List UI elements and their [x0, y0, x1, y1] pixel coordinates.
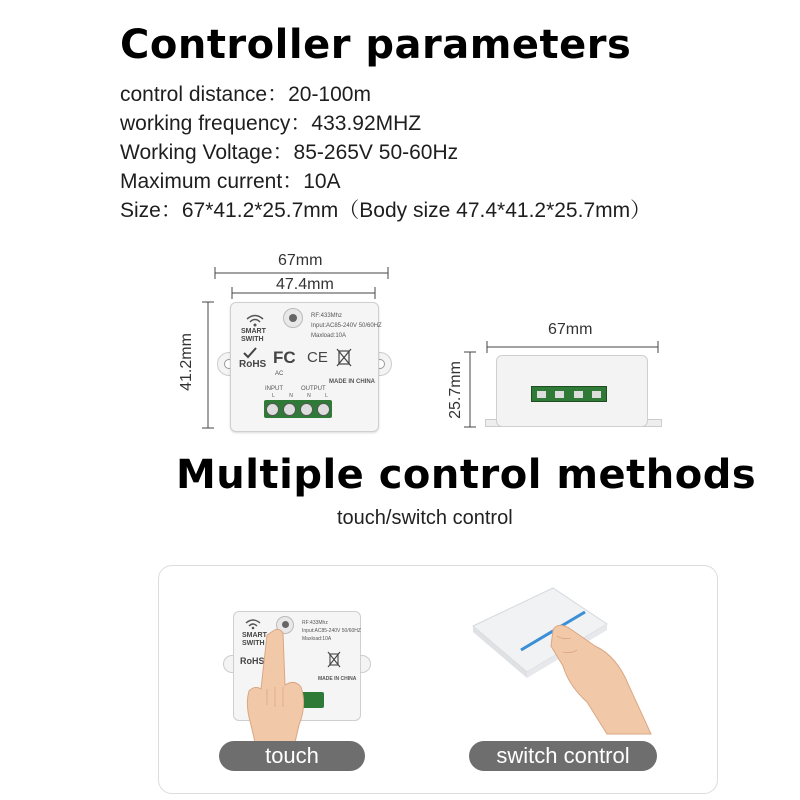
switch-illustration [467, 586, 657, 736]
front-view-diagram [177, 245, 410, 445]
total-width-label: 67mm [278, 252, 323, 269]
device-info-maxload: Maxload:10A [311, 333, 347, 339]
section-subtitle: touch/switch control [337, 507, 513, 529]
spec-working-frequency: working frequency：433.92MHZ [120, 112, 422, 135]
terminal-labels [265, 393, 335, 399]
touch-info-rf: RF:433Mhz [302, 620, 328, 626]
terminal-label: N [289, 393, 293, 399]
body-width-label: 47.4mm [276, 276, 334, 293]
spec-control-distance: control distance：20-100m [120, 83, 371, 106]
terminal-label: L [272, 393, 275, 399]
rohs-mark: RoHS [239, 359, 267, 370]
terminal-label: L [325, 393, 328, 399]
touch-brand-line-2: SWITH [242, 640, 265, 647]
ce-mark: CE [307, 349, 328, 366]
brand-line-1: SMART [241, 328, 266, 335]
device-front [230, 302, 382, 432]
made-in-label: MADE IN CHINA [329, 379, 375, 385]
terminal-label: N [307, 393, 311, 399]
device-brand [241, 328, 266, 344]
spec-maximum-current: Maximum current：10A [120, 170, 341, 193]
input-label: INPUT [265, 386, 283, 392]
touch-made-in-label: MADE IN CHINA [318, 676, 357, 682]
wifi-icon [245, 313, 265, 327]
pairing-button[interactable] [283, 308, 303, 328]
side-view-diagram [440, 315, 670, 435]
fc-mark: FC [273, 348, 296, 367]
spec-list [120, 80, 651, 225]
ac-label: AC [275, 371, 284, 377]
hand-pressing-icon [243, 625, 313, 755]
touch-weee-bin-icon [326, 650, 342, 668]
touch-rohs-mark: RoHS [240, 656, 265, 666]
switch-method-label: switch control [469, 741, 657, 771]
device-info-input: Input:AC85-240V 50/60HZ [311, 323, 382, 329]
touch-illustration [221, 611, 371, 721]
spec-working-voltage: Working Voltage：85-265V 50-60Hz [120, 141, 459, 164]
output-label: OUTPUT [301, 386, 326, 392]
height-label: 41.2mm [177, 333, 195, 391]
hand-flipping-icon [547, 616, 657, 736]
touch-info-input: Input:AC85-240V 50/60HZ [302, 628, 361, 634]
methods-card [158, 565, 718, 794]
check-icon [243, 347, 257, 359]
spec-size: Size：67*41.2*25.7mm（Body size 47.4*41.2*25.7mm） [120, 199, 652, 222]
terminal-block [264, 400, 332, 418]
section-title: Multiple control methods [176, 452, 757, 498]
depth-label: 25.7mm [446, 361, 464, 419]
brand-line-2: SWITH [241, 336, 264, 343]
side-terminal-block [531, 386, 607, 402]
device-info-rf: RF:433Mhz [311, 313, 343, 319]
device-side [496, 355, 648, 427]
touch-method-label: touch [219, 741, 365, 771]
touch-info-maxload: Maxload:10A [302, 636, 332, 642]
weee-bin-icon [335, 347, 353, 367]
page-title: Controller parameters [120, 22, 632, 68]
side-width-label: 67mm [548, 321, 593, 338]
touch-brand-line-1: SMART [242, 632, 267, 639]
